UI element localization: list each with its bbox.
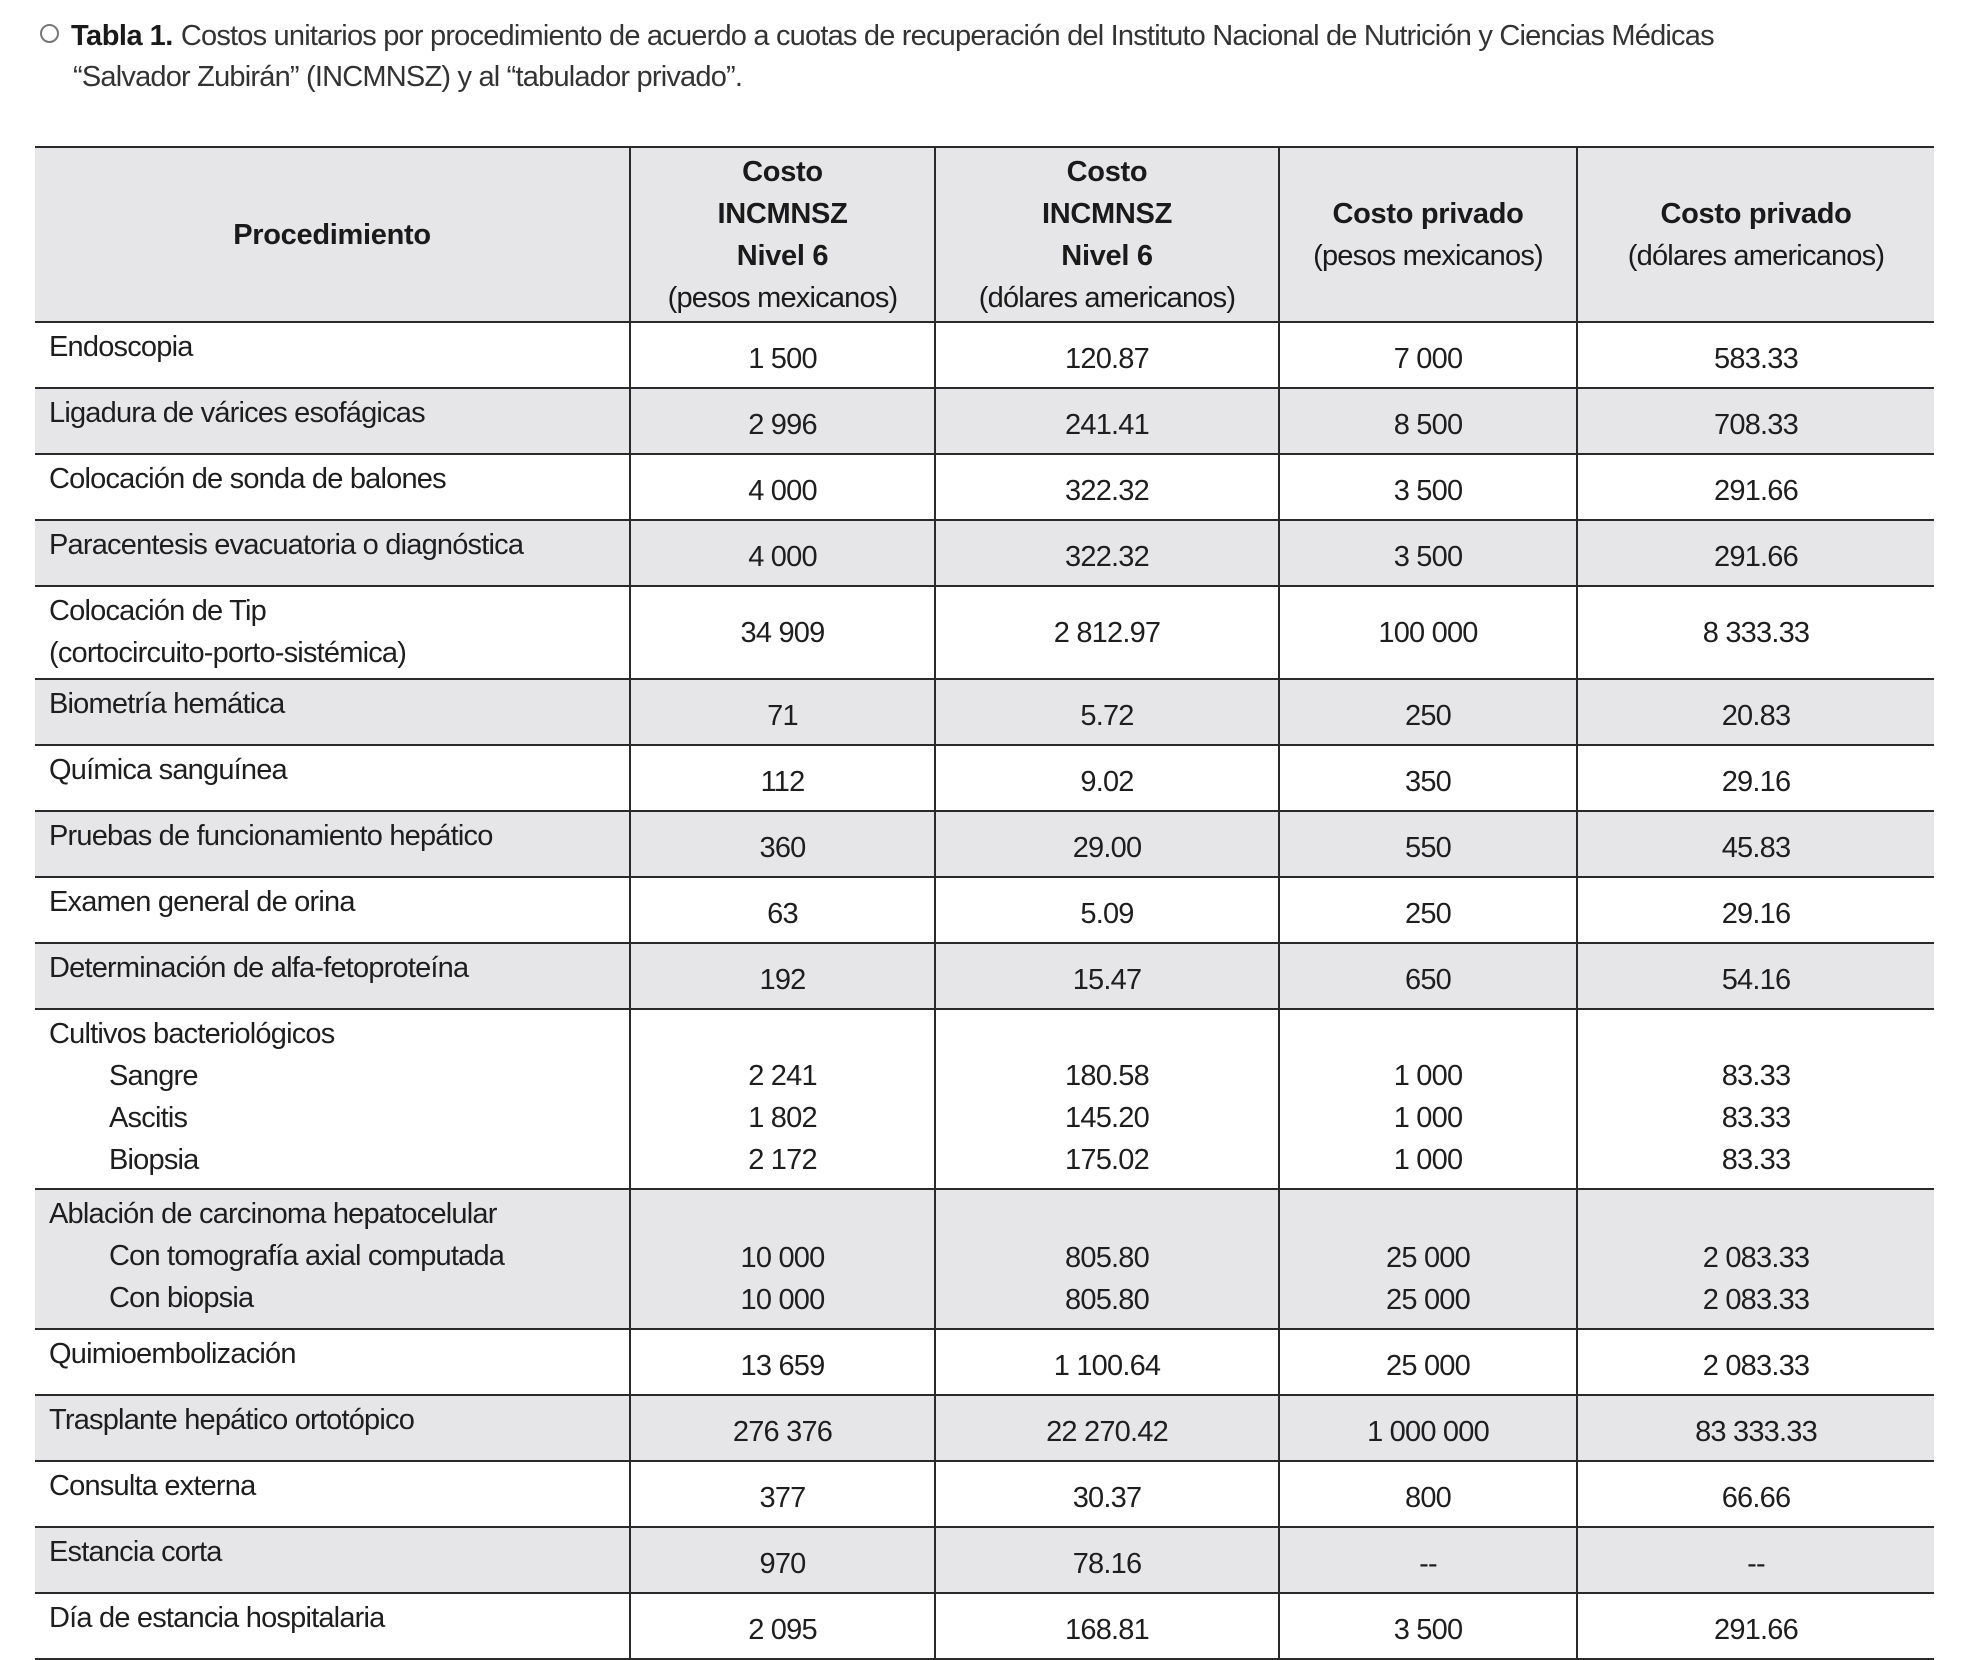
cost-private-usd: 45.83 <box>1577 811 1934 877</box>
cost-incmnsz-mxn: 10 000 10 000 <box>630 1189 935 1329</box>
cost-private-usd: 66.66 <box>1577 1461 1934 1527</box>
cost-incmnsz-mxn: 34 909 <box>630 586 935 679</box>
cost-private-usd: 29.16 <box>1577 745 1934 811</box>
cost-private-mxn: 7 000 <box>1279 322 1577 388</box>
circle-bullet-icon <box>40 24 59 43</box>
sub-procedure-name: Con tomografía axial computada <box>109 1240 505 1272</box>
procedure-name: Examen general de orina <box>35 877 630 943</box>
table-row <box>35 745 1934 811</box>
sub-procedure-name: Sangre <box>109 1060 198 1092</box>
cost-incmnsz-usd: 120.87 <box>935 322 1279 388</box>
cost-incmnsz-mxn: 970 <box>630 1527 935 1593</box>
sub-procedure-name: Ascitis <box>109 1102 188 1134</box>
cost-incmnsz-mxn: 4 000 <box>630 454 935 520</box>
procedure-name: Quimioembolización <box>35 1329 630 1395</box>
cost-incmnsz-mxn: 2 996 <box>630 388 935 454</box>
table-row <box>35 1593 1934 1659</box>
table-row <box>35 1395 1934 1461</box>
table-row <box>35 388 1934 454</box>
procedure-name: Colocación de sonda de balones <box>35 454 630 520</box>
cost-private-usd: 54.16 <box>1577 943 1934 1009</box>
procedure-name: Endoscopia <box>35 322 630 388</box>
procedure-name: Determinación de alfa-fetoproteína <box>35 943 630 1009</box>
procedure-name: Día de estancia hospitalaria <box>35 1593 630 1659</box>
table-row <box>35 811 1934 877</box>
cost-private-mxn: 3 500 <box>1279 520 1577 586</box>
cost-private-usd: -- <box>1577 1527 1934 1593</box>
cost-incmnsz-mxn: 192 <box>630 943 935 1009</box>
cost-incmnsz-mxn: 112 <box>630 745 935 811</box>
cost-private-mxn: 25 000 25 000 <box>1279 1189 1577 1329</box>
cost-private-usd: 2 083.33 <box>1577 1329 1934 1395</box>
sub-procedure-name: Con biopsia <box>109 1282 254 1314</box>
procedure-name: Colocación de Tip (cortocircuito-porto-sistémica) <box>35 586 630 679</box>
cost-private-mxn: 650 <box>1279 943 1577 1009</box>
cost-private-mxn: 800 <box>1279 1461 1577 1527</box>
table-row <box>35 1009 1934 1189</box>
cost-private-mxn: 1 000 000 <box>1279 1395 1577 1461</box>
cost-incmnsz-usd: 78.16 <box>935 1527 1279 1593</box>
cost-incmnsz-usd: 22 270.42 <box>935 1395 1279 1461</box>
cost-private-usd: 2 083.33 2 083.33 <box>1577 1189 1934 1329</box>
caption-text-line1: Costos unitarios por procedimiento de acuerdo a cuotas de recuperación del Instituto Nacional de Nutrición y Ciencias Médicas <box>180 20 1714 52</box>
cost-incmnsz-mxn: 13 659 <box>630 1329 935 1395</box>
table-row <box>35 322 1934 388</box>
cost-incmnsz-usd: 9.02 <box>935 745 1279 811</box>
procedure-name: Estancia corta <box>35 1527 630 1593</box>
procedure-name: Cultivos bacteriológicos Sangre Ascitis Biopsia <box>35 1009 630 1189</box>
cost-private-usd: 83.33 83.33 83.33 <box>1577 1009 1934 1189</box>
cost-incmnsz-mxn: 71 <box>630 679 935 745</box>
sub-procedure-name: Biopsia <box>109 1144 199 1176</box>
cost-incmnsz-mxn: 360 <box>630 811 935 877</box>
cost-private-mxn: 100 000 <box>1279 586 1577 679</box>
header-costo-incmnsz-pesos: Costo INCMNSZ Nivel 6 (pesos mexicanos) <box>630 147 935 322</box>
caption-text-line2: “Salvador Zubirán” (INCMNSZ) y al “tabulador privado”. <box>73 61 743 93</box>
cost-private-mxn: 3 500 <box>1279 1593 1577 1659</box>
header-costo-privado-dolares: Costo privado (dólares americanos) <box>1577 147 1934 322</box>
cost-incmnsz-usd: 2 812.97 <box>935 586 1279 679</box>
table-row <box>35 877 1934 943</box>
cost-incmnsz-usd: 805.80 805.80 <box>935 1189 1279 1329</box>
cost-incmnsz-usd: 168.81 <box>935 1593 1279 1659</box>
cost-private-mxn: 350 <box>1279 745 1577 811</box>
cost-incmnsz-usd: 1 100.64 <box>935 1329 1279 1395</box>
table-row <box>35 679 1934 745</box>
cost-private-usd: 291.66 <box>1577 454 1934 520</box>
header-procedimiento: Procedimiento <box>35 147 630 322</box>
cost-private-mxn: 1 000 1 000 1 000 <box>1279 1009 1577 1189</box>
cost-private-usd: 708.33 <box>1577 388 1934 454</box>
cost-incmnsz-usd: 322.32 <box>935 454 1279 520</box>
procedure-name: Ablación de carcinoma hepatocelular Con tomografía axial computada Con biopsia <box>35 1189 630 1329</box>
cost-incmnsz-mxn: 2 241 1 802 2 172 <box>630 1009 935 1189</box>
cost-private-usd: 583.33 <box>1577 322 1934 388</box>
cost-private-usd: 83 333.33 <box>1577 1395 1934 1461</box>
procedure-name: Trasplante hepático ortotópico <box>35 1395 630 1461</box>
table-row <box>35 1189 1934 1329</box>
header-costo-privado-pesos: Costo privado (pesos mexicanos) <box>1279 147 1577 322</box>
cost-private-mxn: 550 <box>1279 811 1577 877</box>
table-row <box>35 1329 1934 1395</box>
cost-incmnsz-usd: 29.00 <box>935 811 1279 877</box>
cost-incmnsz-usd: 5.09 <box>935 877 1279 943</box>
cost-incmnsz-usd: 15.47 <box>935 943 1279 1009</box>
header-row <box>35 147 1934 322</box>
procedure-name: Consulta externa <box>35 1461 630 1527</box>
costs-table <box>35 146 1934 1660</box>
cost-incmnsz-usd: 322.32 <box>935 520 1279 586</box>
procedure-name: Biometría hemática <box>35 679 630 745</box>
table-row <box>35 586 1934 679</box>
cost-incmnsz-usd: 30.37 <box>935 1461 1279 1527</box>
cost-private-mxn: 250 <box>1279 877 1577 943</box>
procedure-name: Ligadura de várices esofágicas <box>35 388 630 454</box>
cost-private-usd: 29.16 <box>1577 877 1934 943</box>
cost-incmnsz-usd: 180.58 145.20 175.02 <box>935 1009 1279 1189</box>
cost-private-mxn: 8 500 <box>1279 388 1577 454</box>
table-row <box>35 943 1934 1009</box>
header-costo-incmnsz-dolares: Costo INCMNSZ Nivel 6 (dólares americanos) <box>935 147 1279 322</box>
cost-incmnsz-mxn: 4 000 <box>630 520 935 586</box>
cost-incmnsz-usd: 5.72 <box>935 679 1279 745</box>
cost-incmnsz-mxn: 276 376 <box>630 1395 935 1461</box>
caption-label: Tabla 1. <box>71 20 173 52</box>
table-row <box>35 520 1934 586</box>
cost-incmnsz-mxn: 377 <box>630 1461 935 1527</box>
cost-incmnsz-mxn: 1 500 <box>630 322 935 388</box>
cost-private-mxn: 3 500 <box>1279 454 1577 520</box>
table-row <box>35 1461 1934 1527</box>
cost-private-mxn: -- <box>1279 1527 1577 1593</box>
cost-incmnsz-mxn: 2 095 <box>630 1593 935 1659</box>
cost-private-usd: 291.66 <box>1577 520 1934 586</box>
cost-incmnsz-mxn: 63 <box>630 877 935 943</box>
cost-private-mxn: 250 <box>1279 679 1577 745</box>
procedure-name: Pruebas de funcionamiento hepático <box>35 811 630 877</box>
table-caption <box>40 16 1940 98</box>
cost-private-usd: 8 333.33 <box>1577 586 1934 679</box>
cost-incmnsz-usd: 241.41 <box>935 388 1279 454</box>
procedure-name: Química sanguínea <box>35 745 630 811</box>
cost-private-usd: 20.83 <box>1577 679 1934 745</box>
procedure-name: Paracentesis evacuatoria o diagnóstica <box>35 520 630 586</box>
table-row <box>35 1527 1934 1593</box>
cost-private-mxn: 25 000 <box>1279 1329 1577 1395</box>
table-row <box>35 454 1934 520</box>
cost-private-usd: 291.66 <box>1577 1593 1934 1659</box>
